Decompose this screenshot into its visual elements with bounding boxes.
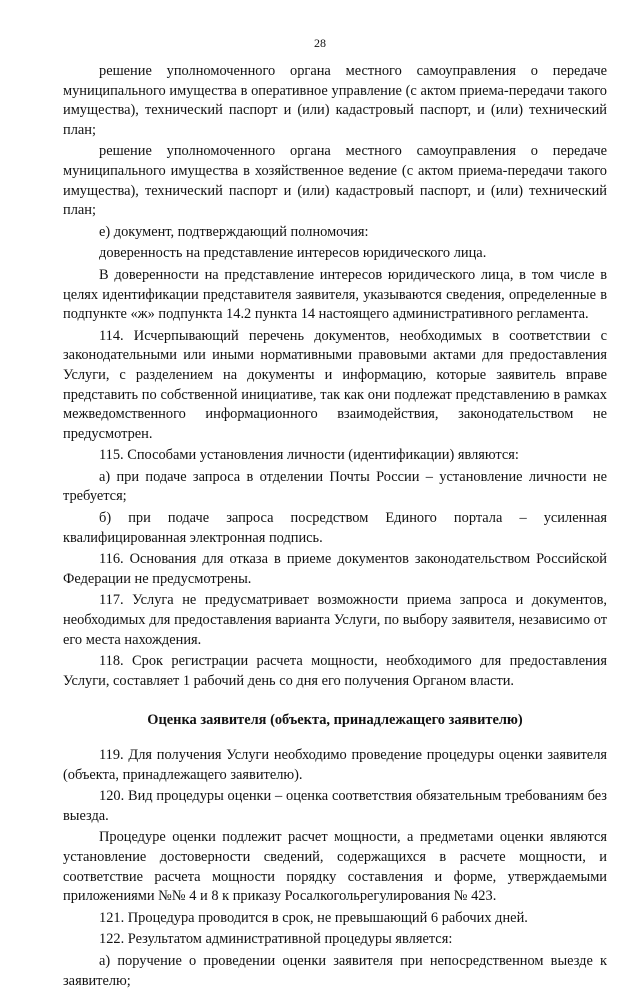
- paragraph: 119. Для получения Услуги необходимо проведение процедуры оценки заявителя (объекта, принадлежащего заявителю).: [63, 747, 607, 783]
- paragraph: б) при подаче запроса посредством Единого портала – усиленная квалифицированная электронная подпись.: [63, 510, 607, 546]
- paragraph: а) поручение о проведении оценки заявителя при непосредственном выезде к заявителю;: [63, 952, 607, 989]
- section-heading: Оценка заявителя (объекта, принадлежащего заявителю): [147, 712, 523, 729]
- paragraph: доверенность на представление интересов юридического лица.: [99, 245, 487, 262]
- paragraph: а) при подаче запроса в отделении Почты России – установление личности не требуется;: [63, 468, 607, 505]
- paragraph: решение уполномоченного органа местного самоуправления о передаче муниципального имущества в оперативное управление (с актом приема-передачи такого имущества), технический паспорт и (или) кадастровый паспорт, и (или) технический план;: [63, 63, 607, 138]
- paragraph: решение уполномоченного органа местного самоуправления о передаче муниципального имущества в хозяйственное ведение (с актом приема-передачи такого имущества), технический паспорт и (или) кадастровый паспорт, и (или) технический план;: [63, 143, 607, 219]
- paragraph: 120. Вид процедуры оценки – оценка соответствия обязательным требованиям без выезда.: [63, 788, 607, 824]
- paragraph: 116. Основания для отказа в приеме документов законодательством Российской Федерации не предусмотрены.: [63, 551, 607, 587]
- page-number: 28: [314, 36, 326, 50]
- paragraph: Процедуре оценки подлежит расчет мощности, а предметами оценки являются установление достоверности сведений, содержащихся в расчете мощности, и соответствие расчета мощности порядку составления и форме, утверждаемыми приложениями №№ 4 и 8 к приказу Росалкогольрегулирования № 423.: [63, 829, 607, 905]
- paragraph: 121. Процедура проводится в срок, не превышающий 6 рабочих дней.: [99, 909, 528, 926]
- paragraph: 118. Срок регистрации расчета мощности, необходимого для предоставления Услуги, составляет 1 рабочий день со дня его получения Органом власти.: [63, 653, 607, 689]
- paragraph: е) документ, подтверждающий полномочия:: [99, 223, 369, 240]
- document-body: [63, 62, 607, 991]
- paragraph: 115. Способами установления личности (идентификации) являются:: [99, 447, 519, 464]
- paragraph: В доверенности на представление интересов юридического лица, в том числе в целях идентификации представителя заявителя, указываются сведения, определенные в подпункте «ж» подпункта 14.2 пункта 14 настоящего административного регламента.: [63, 266, 607, 323]
- paragraph: 122. Результатом административной процедуры является:: [99, 931, 453, 948]
- paragraph: 117. Услуга не предусматривает возможности приема запроса и документов, необходимых для предоставления варианта Услуги, по выбору заявителя, независимо от его места нахождения.: [63, 592, 607, 648]
- paragraph: 114. Исчерпывающий перечень документов, необходимых в соответствии с законодательными или иными нормативными правовыми актами для предоставления Услуги, с разделением на документы и информацию, которые заявитель вправе представить по собственной инициативе, так как они подлежат представлению в рамках межведомственного информационного взаимодействия, законодательством не предусмотрен.: [63, 327, 607, 442]
